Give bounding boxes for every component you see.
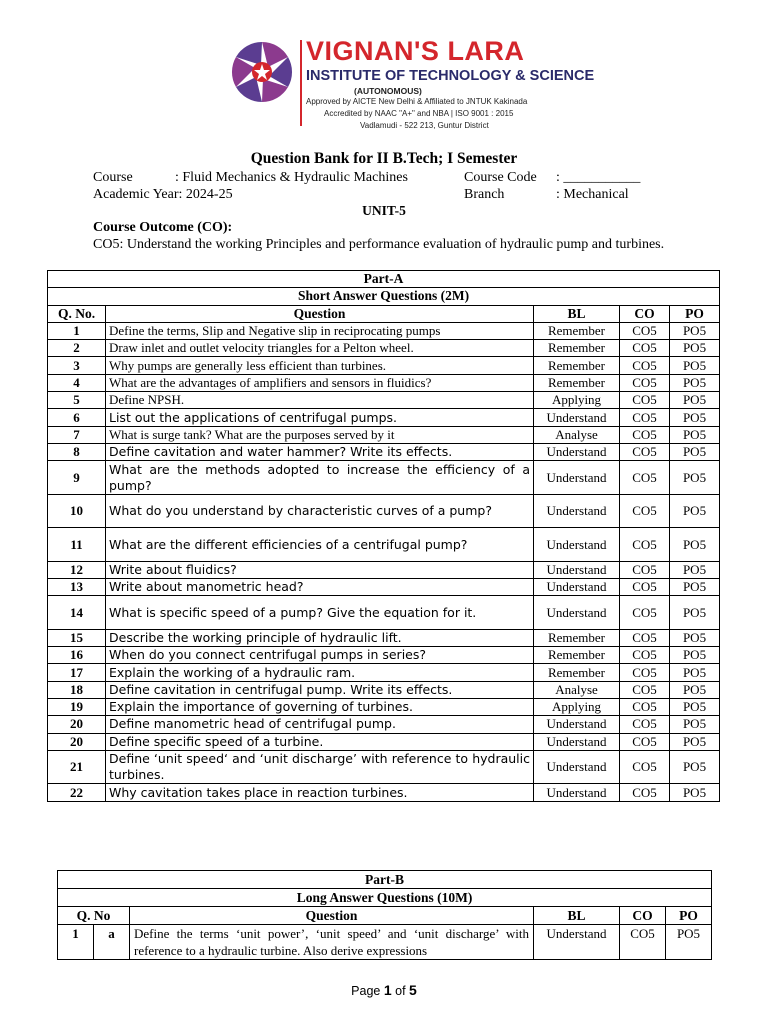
table-row [48,699,720,716]
part-a-subtitle: Short Answer Questions (2M) [48,288,720,305]
program-outcome: PO5 [670,392,720,409]
bloom-level: Understand [534,443,620,460]
institute-subtitle: INSTITUTE OF TECHNOLOGY & SCIENCE [306,68,595,84]
accreditation-text: Accredited by NAAC "A+" and NBA | ISO 9001 : 2015 [324,109,514,118]
question-number: 15 [48,629,106,646]
course-outcome-text: CO5: Understand the working Principles and performance evaluation of hydraulic pump and turbines. [93,237,665,252]
bloom-level: Applying [534,699,620,716]
question-text: Define cavitation in centrifugal pump. Write its effects. [106,681,534,698]
table-row [48,409,720,426]
table-row [48,733,720,750]
branch-value: : Mechanical [556,187,629,202]
table-row [48,664,720,681]
course-outcome: CO5 [620,596,670,630]
table-row [48,494,720,528]
table-row [48,528,720,562]
program-outcome: PO5 [666,925,712,960]
course-outcome: CO5 [620,340,670,357]
page-footer [0,982,768,998]
part-b-title: Part-B [58,871,712,889]
page-total: 5 [409,982,417,998]
question-number: 9 [48,461,106,495]
bloom-level: Understand [534,733,620,750]
question-number: 2 [48,340,106,357]
part-a-title: Part-A [48,271,720,288]
table-row [48,716,720,733]
table-row [48,374,720,391]
bloom-level: Understand [534,596,620,630]
question-text: Define manometric head of centrifugal pump. [106,716,534,733]
bloom-level: Remember [534,664,620,681]
course-outcome: CO5 [620,681,670,698]
bloom-level: Understand [534,750,620,784]
program-outcome: PO5 [670,561,720,578]
column-header: CO [620,907,666,925]
program-outcome: PO5 [670,647,720,664]
program-outcome: PO5 [670,784,720,801]
table-row [48,629,720,646]
table-row [48,461,720,495]
program-outcome: PO5 [670,629,720,646]
program-outcome: PO5 [670,664,720,681]
question-number: 12 [48,561,106,578]
question-number: 6 [48,409,106,426]
autonomous-label: (AUTONOMOUS) [354,86,422,96]
page-number: 1 [383,982,392,998]
question-number: 1 [48,322,106,339]
program-outcome: PO5 [670,443,720,460]
question-text: Write about fluidics? [106,561,534,578]
course-value: : Fluid Mechanics & Hydraulic Machines [175,170,408,185]
question-text: Define NPSH. [106,392,534,409]
question-number: 19 [48,699,106,716]
table-row [48,579,720,596]
question-text: What are the methods adopted to increase the efficiency of a pump? [106,461,534,495]
question-text: What is specific speed of a pump? Give the equation for it. [106,596,534,630]
question-text: What do you understand by characteristic curves of a pump? [106,494,534,528]
question-number: 11 [48,528,106,562]
question-text: Write about manometric head? [106,579,534,596]
bloom-level: Understand [534,528,620,562]
course-code-label: Course Code [464,170,537,185]
table-row [48,322,720,339]
course-outcome: CO5 [620,426,670,443]
table-row [48,392,720,409]
question-text: List out the applications of centrifugal pumps. [106,409,534,426]
program-outcome: PO5 [670,322,720,339]
course-outcome: CO5 [620,561,670,578]
course-outcome: CO5 [620,461,670,495]
question-text: What is surge tank? What are the purposes served by it [106,426,534,443]
bloom-level: Understand [534,579,620,596]
program-outcome: PO5 [670,733,720,750]
bloom-level: Understand [534,409,620,426]
course-code-value: : ___________ [556,170,641,185]
course-outcome: CO5 [620,716,670,733]
course-outcome: CO5 [620,357,670,374]
institute-emblem-icon [230,40,294,104]
table-row [48,596,720,630]
program-outcome: PO5 [670,374,720,391]
table-row [58,925,712,960]
logo-divider [300,40,302,126]
question-text: Explain the importance of governing of turbines. [106,699,534,716]
column-header: PO [666,907,712,925]
bloom-level: Understand [534,494,620,528]
course-outcome: CO5 [620,374,670,391]
question-text: Define the terms, Slip and Negative slip in reciprocating pumps [106,322,534,339]
bloom-level: Understand [534,716,620,733]
course-outcome: CO5 [620,784,670,801]
question-text: Draw inlet and outlet velocity triangles for a Pelton wheel. [106,340,534,357]
bloom-level: Remember [534,340,620,357]
question-number: 13 [48,579,106,596]
column-header: Question [130,907,534,925]
question-text: Why pumps are generally less efficient than turbines. [106,357,534,374]
question-text: When do you connect centrifugal pumps in series? [106,647,534,664]
question-number: 17 [48,664,106,681]
question-number: 21 [48,750,106,784]
bloom-level: Remember [534,322,620,339]
question-number: 20 [48,733,106,750]
course-outcome: CO5 [620,322,670,339]
course-outcome: CO5 [620,664,670,681]
course-outcome: CO5 [620,579,670,596]
institute-logo [230,36,595,132]
question-number: 22 [48,784,106,801]
question-number: 18 [48,681,106,698]
question-number: 8 [48,443,106,460]
question-number: 1 [58,925,94,960]
table-row [48,426,720,443]
academic-year: Academic Year: 2024-25 [93,187,233,202]
program-outcome: PO5 [670,494,720,528]
part-b-subtitle: Long Answer Questions (10M) [58,889,712,907]
course-outcome: CO5 [620,750,670,784]
table-row [48,647,720,664]
question-text: Describe the working principle of hydraulic lift. [106,629,534,646]
program-outcome: PO5 [670,750,720,784]
table-row [48,784,720,801]
branch-label: Branch [464,187,505,202]
program-outcome: PO5 [670,596,720,630]
bloom-level: Applying [534,392,620,409]
question-text: What are the advantages of amplifiers and sensors in fluidics? [106,374,534,391]
column-header: BL [534,907,620,925]
column-header: Q. No [58,907,130,925]
page-title: Question Bank for II B.Tech; I Semester [250,150,518,167]
page-word: Page [351,984,381,998]
table-row [48,681,720,698]
bloom-level: Remember [534,374,620,391]
part-a-table [47,270,720,802]
question-number: 5 [48,392,106,409]
bloom-level: Understand [534,461,620,495]
program-outcome: PO5 [670,716,720,733]
column-header: PO [670,305,720,322]
course-outcome: CO5 [620,443,670,460]
program-outcome: PO5 [670,699,720,716]
institute-name: VIGNAN'S LARA [306,36,525,66]
question-number: 14 [48,596,106,630]
part-b-table [57,870,712,960]
question-number: 10 [48,494,106,528]
question-text: Define cavitation and water hammer? Write its effects. [106,443,534,460]
program-outcome: PO5 [670,426,720,443]
table-row [48,561,720,578]
bloom-level: Understand [534,925,620,960]
column-header: Q. No. [48,305,106,322]
unit-heading: UNIT-5 [362,203,406,218]
bloom-level: Remember [534,357,620,374]
course-outcome: CO5 [620,925,666,960]
program-outcome: PO5 [670,579,720,596]
question-text: Explain the working of a hydraulic ram. [106,664,534,681]
table-row [48,443,720,460]
question-text: Define ‘unit speed‘ and ‘unit discharge’ with reference to hydraulic turbines. [106,750,534,784]
program-outcome: PO5 [670,409,720,426]
question-text: Define specific speed of a turbine. [106,733,534,750]
course-label: Course [93,170,133,185]
address-text: Vadlamudi - 522 213, Guntur District [360,121,489,130]
course-outcome: CO5 [620,733,670,750]
question-number: 16 [48,647,106,664]
program-outcome: PO5 [670,681,720,698]
program-outcome: PO5 [670,528,720,562]
of-word: of [395,984,406,998]
course-outcome: CO5 [620,528,670,562]
bloom-level: Analyse [534,681,620,698]
table-row [48,357,720,374]
bloom-level: Analyse [534,426,620,443]
course-outcome-heading: Course Outcome (CO): [93,220,233,235]
course-outcome: CO5 [620,647,670,664]
course-outcome: CO5 [620,629,670,646]
program-outcome: PO5 [670,340,720,357]
course-outcome: CO5 [620,494,670,528]
table-row [48,340,720,357]
question-number: 7 [48,426,106,443]
column-header: BL [534,305,620,322]
question-text: What are the different efficiencies of a centrifugal pump? [106,528,534,562]
question-number: 4 [48,374,106,391]
bloom-level: Understand [534,784,620,801]
approval-text: Approved by AICTE New Delhi & Affiliated to JNTUK Kakinada [306,97,528,106]
course-outcome: CO5 [620,409,670,426]
bloom-level: Remember [534,629,620,646]
course-outcome: CO5 [620,699,670,716]
course-outcome: CO5 [620,392,670,409]
question-text: Why cavitation takes place in reaction turbines. [106,784,534,801]
bloom-level: Remember [534,647,620,664]
bloom-level: Understand [534,561,620,578]
table-row [48,750,720,784]
column-header: Question [106,305,534,322]
question-number: 20 [48,716,106,733]
question-number: 3 [48,357,106,374]
column-header: CO [620,305,670,322]
program-outcome: PO5 [670,357,720,374]
program-outcome: PO5 [670,461,720,495]
question-text: Define the terms ‘unit power’, ‘unit speed’ and ‘unit discharge’ with reference to a hydraulic turbine. Also derive expressions [130,925,534,960]
question-subpart: a [94,925,130,960]
